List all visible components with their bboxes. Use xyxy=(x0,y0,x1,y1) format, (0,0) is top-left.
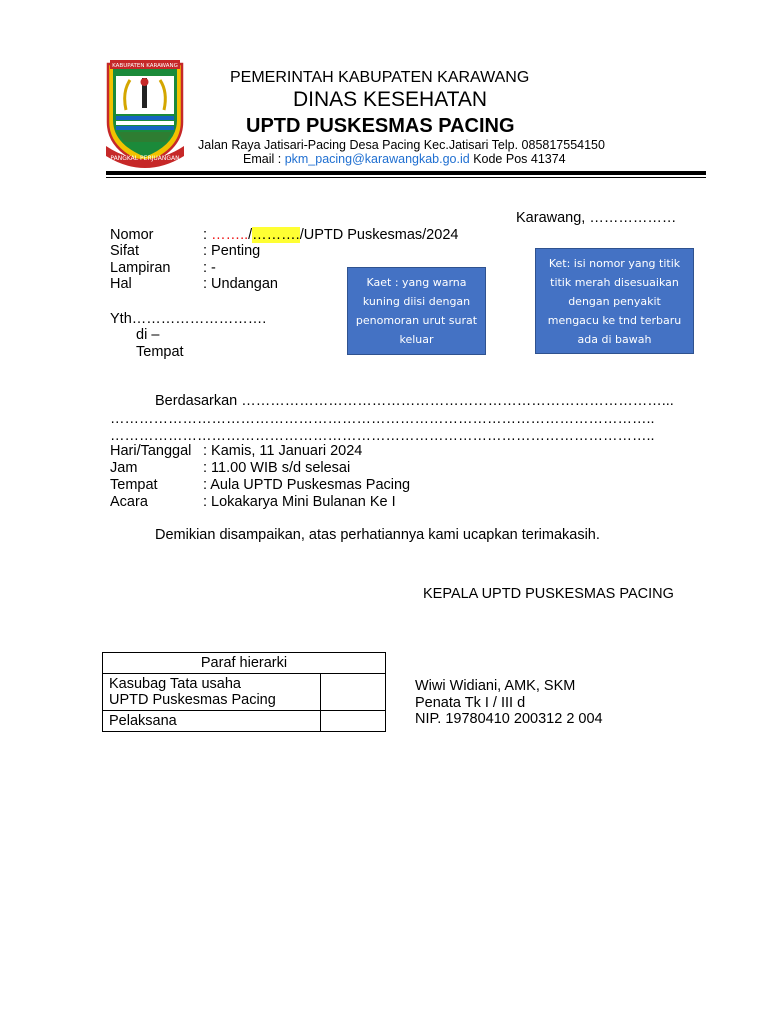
paraf-sign-cell-pelaksana xyxy=(321,711,386,732)
lampiran-value: : - xyxy=(203,260,216,276)
paraf-sign-cell-kasubag xyxy=(321,674,386,711)
hari-value: : Kamis, 11 Januari 2024 xyxy=(203,443,363,459)
email-label: Email : xyxy=(243,152,285,166)
nomor-rest: /UPTD Puskesmas/2024 xyxy=(299,227,459,243)
nomor-yellow-placeholder: ………. xyxy=(252,227,300,243)
nomor-label: Nomor xyxy=(110,227,154,243)
kasubag-line-1: Kasubag Tata usaha xyxy=(109,676,241,692)
closing-sentence: Demikian disampaikan, atas perhatiannya kami ucapkan terimakasih. xyxy=(155,527,600,543)
kasubag-line-2: UPTD Puskesmas Pacing xyxy=(109,692,276,708)
letterhead-divider-thin xyxy=(106,177,706,178)
nomor-slash: / xyxy=(248,227,253,243)
note-red-numbering: Ket: isi nomor yang titik titik merah disesuaikan dengan penyakit mengacu ke tnd terbaru ada di bawah xyxy=(535,248,694,354)
hal-label: Hal xyxy=(110,276,132,292)
nomor-red-placeholder: …….. xyxy=(211,227,249,243)
signature-name: Wiwi Widiani, AMK, SKM xyxy=(415,678,576,694)
note-yellow-numbering: Kaet : yang warna kuning diisi dengan penomoran urut surat keluar xyxy=(347,267,486,355)
paraf-header: Paraf hierarki xyxy=(103,653,386,674)
signature-title: KEPALA UPTD PUSKESMAS PACING xyxy=(423,586,674,602)
logo-bottom-text: PANGKAL PERJUANGAN xyxy=(110,155,180,162)
addressee-tempat: Tempat xyxy=(136,344,184,360)
nomor-colon: : xyxy=(203,227,212,243)
table-row xyxy=(103,674,386,711)
table-row xyxy=(103,711,386,732)
letterhead-agency: DINAS KESEHATAN xyxy=(293,88,488,111)
nomor-value xyxy=(203,227,458,244)
jam-label: Jam xyxy=(110,460,138,476)
sifat-value: : Penting xyxy=(203,243,261,259)
letterhead-unit: UPTD PUSKESMAS PACING xyxy=(246,115,515,137)
body-line-2: ………………………………………………………………………………………………….. xyxy=(110,411,655,427)
hal-value: : Undangan xyxy=(203,276,278,292)
signature-nip: NIP. 19780410 200312 2 004 xyxy=(415,711,603,727)
postcode: Kode Pos 41374 xyxy=(469,152,566,166)
paraf-row-kasubag xyxy=(103,674,321,711)
place-date: Karawang, ……………… xyxy=(516,210,677,226)
tempat-label: Tempat xyxy=(110,477,158,493)
letterhead-government: PEMERINTAH KABUPATEN KARAWANG xyxy=(230,69,530,86)
hari-label: Hari/Tanggal xyxy=(110,443,192,459)
logo-top-text: KABUPATEN KARAWANG xyxy=(112,63,178,69)
acara-value: : Lokakarya Mini Bulanan Ke I xyxy=(203,494,396,510)
body-line-3: ………………………………………………………………………………………………….. xyxy=(110,428,655,444)
letterhead-divider-thick xyxy=(106,171,706,175)
tempat-value: : Aula UPTD Puskesmas Pacing xyxy=(203,477,411,493)
letterhead-contact xyxy=(243,152,566,166)
karawang-regency-logo xyxy=(104,60,186,168)
paraf-row-pelaksana: Pelaksana xyxy=(103,711,321,732)
paraf-table xyxy=(102,652,386,732)
table-row xyxy=(103,653,386,674)
body-line-1: Berdasarkan ……………………………………………………………………………... xyxy=(155,393,674,409)
sifat-label: Sifat xyxy=(110,243,140,259)
letterhead-address: Jalan Raya Jatisari-Pacing Desa Pacing Kec.Jatisari Telp. 085817554150 xyxy=(198,138,605,152)
acara-label: Acara xyxy=(110,494,148,510)
signature-rank: Penata Tk I / III d xyxy=(415,695,526,711)
addressee-yth: Yth………………………. xyxy=(110,311,267,327)
addressee-di: di – xyxy=(136,327,160,343)
email-link[interactable]: pkm_pacing@karawangkab.go.id xyxy=(284,152,470,166)
lampiran-label: Lampiran xyxy=(110,260,171,276)
jam-value: : 11.00 WIB s/d selesai xyxy=(203,460,351,476)
